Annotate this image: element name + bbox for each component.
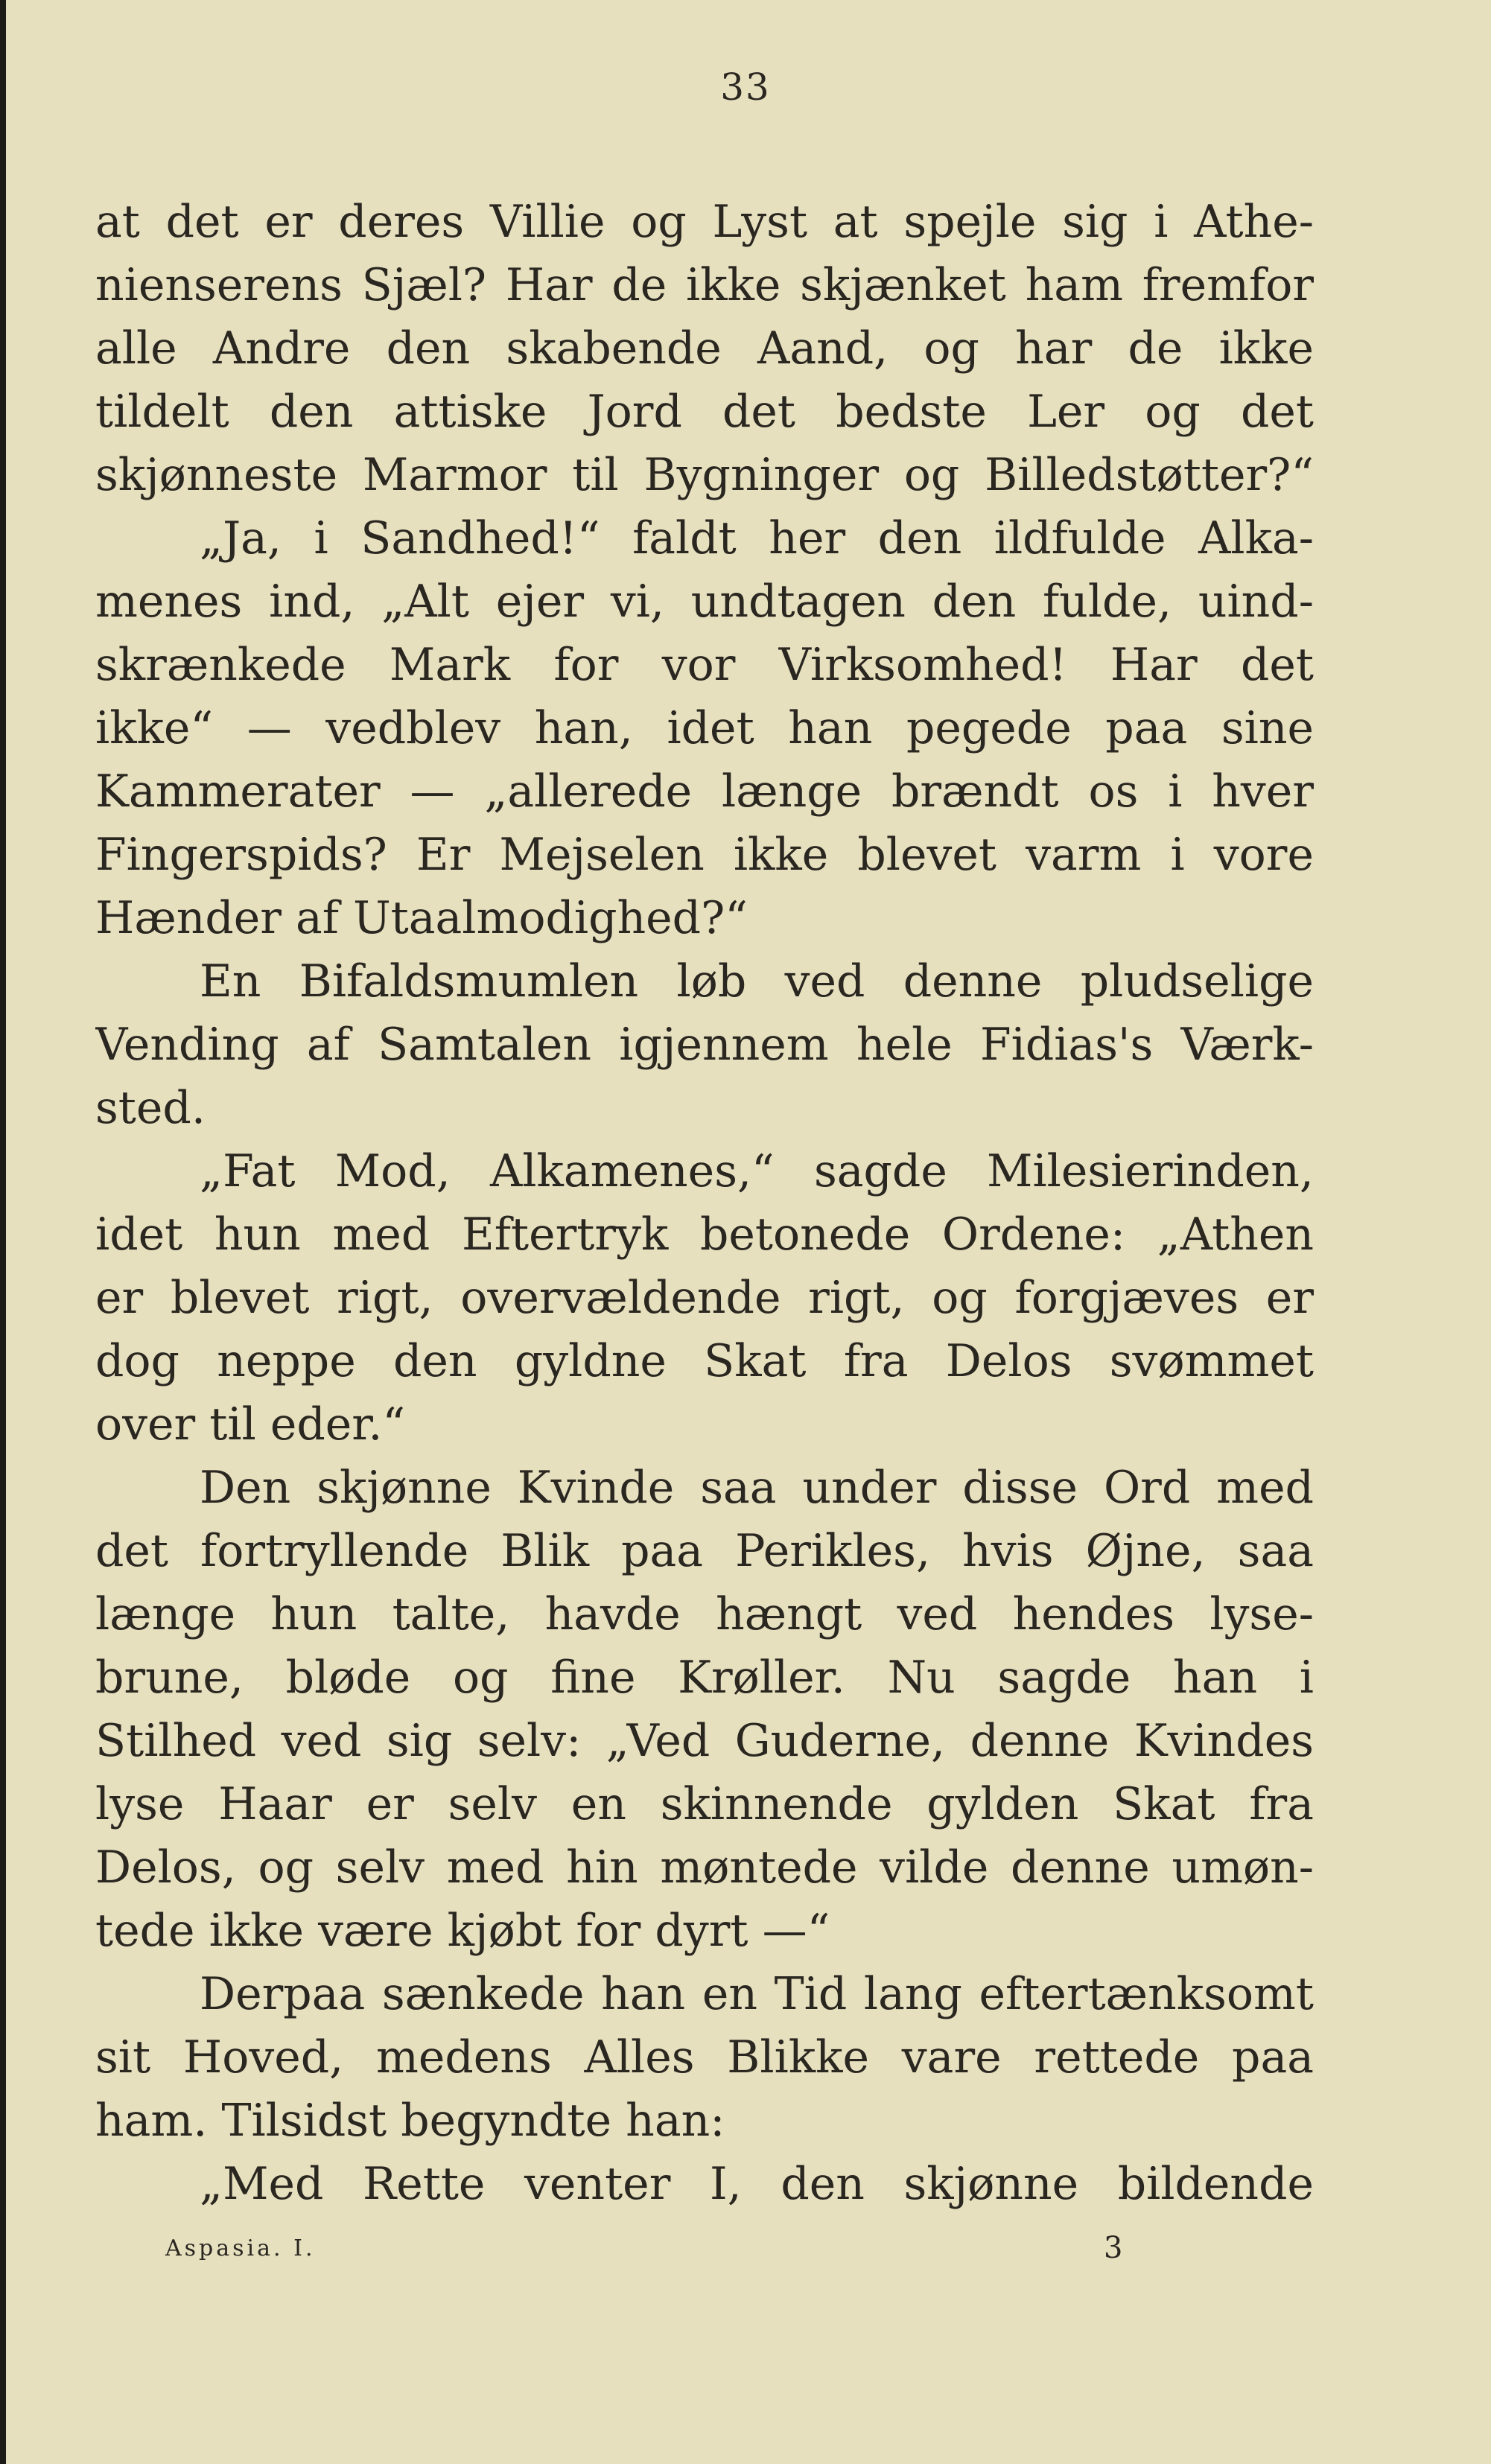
signature-number: 3 (1104, 2231, 1123, 2265)
text-line: Hænder af Utaalmodighed?“ (95, 892, 748, 944)
text-line: En Bifaldsmumlen løb ved denne pludselige (200, 955, 1314, 1007)
text-line: nienserens Sjæl? Har de ikke skjænket ham fremfor (95, 259, 1314, 311)
text-line: ikke“ — vedblev han, idet han pegede paa sine (95, 702, 1314, 754)
text-line: sit Hoved, medens Alles Blikke vare rettede paa (95, 2031, 1314, 2083)
text-line: lyse Haar er selv en skinnende gylden Skat fra (95, 1778, 1314, 1830)
text-line: idet hun med Eftertryk betonede Ordene: „Athen (95, 1209, 1314, 1261)
text-line: tildelt den attiske Jord det bedste Ler og det (95, 386, 1314, 438)
text-line: alle Andre den skabende Aand, og har de ikke (95, 322, 1314, 375)
text-line: brune, bløde og fine Krøller. Nu sagde han i (95, 1652, 1314, 1704)
text-line: Derpaa sænkede han en Tid lang eftertænksomt (200, 1968, 1314, 2020)
text-line: det fortryllende Blik paa Perikles, hvis Øjne, saa (95, 1525, 1314, 1577)
text-line: ham. Tilsidst begyndte han: (95, 2095, 725, 2147)
text-line: tede ikke være kjøbt for dyrt —“ (95, 1905, 830, 1957)
text-line: Kammerater — „allerede længe brændt os i hver (95, 765, 1314, 818)
text-line: skrænkede Mark for vor Virksomhed! Har det (95, 639, 1314, 691)
signature-mark: Aspasia. I. (165, 2235, 316, 2261)
text-line: skjønneste Marmor til Bygninger og Billedstøtter?“ (95, 449, 1314, 501)
text-line: menes ind, „Alt ejer vi, undtagen den fulde, uind- (95, 576, 1314, 628)
text-line: „Med Rette venter I, den skjønne bildende (200, 2158, 1314, 2210)
text-line: sted. (95, 1082, 206, 1134)
text-line: at det er deres Villie og Lyst at spejle sig i Athe- (95, 196, 1314, 248)
text-line: „Ja, i Sandhed!“ faldt her den ildfulde Alka- (200, 512, 1314, 564)
page-footer (165, 2231, 1134, 2265)
text-line: „Fat Mod, Alkamenes,“ sagde Milesierinden, (200, 1145, 1314, 1197)
text-line: dog neppe den gyldne Skat fra Delos svømmet (95, 1335, 1314, 1387)
page-number: 33 (720, 66, 771, 109)
text-line: er blevet rigt, overvældende rigt, og forgjæves er (95, 1272, 1314, 1324)
text-line: over til eder.“ (95, 1398, 406, 1451)
text-line: Delos, og selv med hin møntede vilde denne umøn- (95, 1841, 1314, 1894)
text-line: Fingerspids? Er Mejselen ikke blevet varm i vore (95, 829, 1314, 881)
text-line: længe hun talte, havde hængt ved hendes lyse- (95, 1588, 1314, 1640)
text-line: Den skjønne Kvinde saa under disse Ord med (200, 1462, 1314, 1514)
text-line: Vending af Samtalen igjennem hele Fidias's Værk- (95, 1019, 1314, 1071)
page-edge-shadow (0, 0, 6, 2464)
text-line: Stilhed ved sig selv: „Ved Guderne, denne Kvindes (95, 1715, 1314, 1767)
